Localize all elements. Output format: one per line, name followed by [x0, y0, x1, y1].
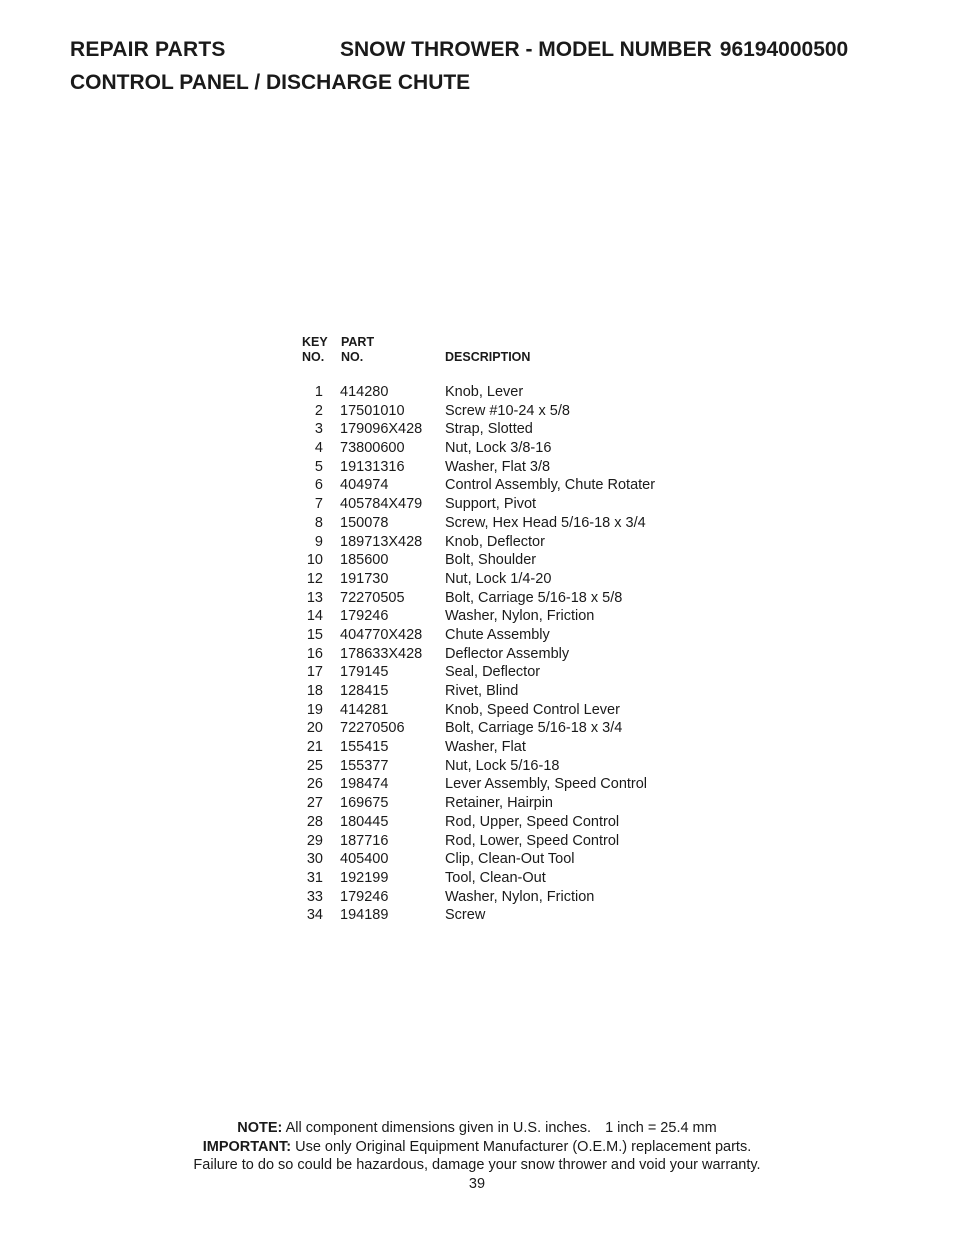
table-row: [300, 738, 700, 757]
part-description: Screw #10-24 x 5/8: [445, 402, 570, 419]
part-description: Bolt, Carriage 5/16-18 x 5/8: [445, 589, 623, 606]
key-number: 6: [314, 477, 323, 494]
model-label: SNOW THROWER - MODEL NUMBER: [340, 38, 712, 61]
table-row: [300, 794, 700, 813]
key-number: 10: [306, 552, 323, 569]
important-text: Use only Original Equipment Manufacturer (O.E.M.) replacement parts.: [295, 1138, 752, 1155]
part-number: 72270505: [340, 589, 405, 606]
section-title: CONTROL PANEL / DISCHARGE CHUTE: [70, 71, 471, 94]
table-row: [300, 626, 700, 645]
table-row: [300, 514, 700, 533]
key-number: 18: [306, 683, 323, 699]
part-description: Washer, Nylon, Friction: [445, 888, 595, 905]
key-number: 28: [306, 813, 323, 830]
key-number: 31: [306, 869, 323, 886]
key-number: 16: [306, 645, 323, 662]
table-row: [300, 701, 700, 720]
repair-parts-heading: REPAIR PARTS: [70, 38, 226, 61]
part-number: 187716: [340, 832, 389, 849]
key-number: 34: [306, 907, 323, 924]
part-number: 404770X428: [340, 626, 423, 643]
key-number: 33: [306, 888, 323, 905]
part-number: 404974: [340, 477, 389, 494]
part-description: Clip, Clean-Out Tool: [445, 851, 575, 868]
table-row: [300, 645, 700, 664]
part-number: 179246: [340, 608, 389, 625]
part-description: Screw: [445, 907, 486, 924]
part-number: 17501010: [340, 402, 405, 419]
part-number: 179145: [340, 664, 389, 681]
part-number: 192199: [340, 869, 389, 886]
part-description: Bolt, Shoulder: [445, 552, 537, 569]
part-number: 155415: [340, 739, 389, 756]
table-row: [300, 570, 700, 589]
table-row: [300, 719, 700, 738]
part-description: Support, Pivot: [445, 496, 537, 513]
part-description: Rivet, Blind: [445, 683, 519, 699]
table-row: [300, 888, 700, 907]
part-number: 405400: [340, 851, 389, 868]
page-number: 39: [468, 1175, 486, 1192]
part-description: Bolt, Carriage 5/16-18 x 3/4: [445, 720, 623, 737]
table-row: [300, 607, 700, 626]
part-number: 405784X479: [340, 496, 423, 513]
part-number: 414281: [340, 701, 389, 718]
note-text: All component dimensions given in U.S. inches.: [285, 1120, 592, 1136]
part-description: Rod, Lower, Speed Control: [445, 832, 620, 849]
key-number: 25: [306, 757, 323, 774]
table-row: [300, 850, 700, 869]
table-row: [300, 383, 700, 402]
key-number: 30: [306, 851, 323, 868]
part-number: 179096X428: [340, 421, 423, 438]
table-row: [300, 869, 700, 888]
key-number: 8: [314, 514, 323, 531]
warning-line: Failure to do so could be hazardous, damage your snow thrower and void your warranty.: [193, 1157, 761, 1173]
key-number: 19: [306, 701, 323, 718]
part-description: Screw, Hex Head 5/16-18 x 3/4: [445, 514, 646, 531]
key-no-header: KEY NO.: [302, 335, 328, 364]
page-footer: [0, 1119, 954, 1193]
part-description: Retainer, Hairpin: [445, 795, 553, 812]
table-row: [300, 402, 700, 421]
key-number: 27: [306, 795, 323, 812]
key-number: 20: [306, 720, 323, 737]
part-number: 198474: [340, 776, 389, 793]
key-number: 26: [306, 776, 323, 793]
part-description: Washer, Flat: [445, 739, 526, 756]
part-number: 169675: [340, 795, 389, 812]
part-number: 194189: [340, 907, 389, 924]
table-row: [300, 495, 700, 514]
part-number: 73800600: [340, 440, 405, 457]
model-number: 96194000500: [719, 38, 849, 61]
part-number: 189713X428: [340, 533, 423, 550]
part-description: Seal, Deflector: [445, 664, 541, 681]
part-number: 19131316: [340, 458, 405, 475]
key-number: 7: [314, 496, 323, 513]
part-description: Chute Assembly: [445, 626, 550, 643]
model-heading: [340, 38, 848, 62]
part-number: 180445: [340, 813, 389, 830]
note-line: [0, 1119, 954, 1138]
part-number: 191730: [340, 570, 389, 587]
conversion-text: 1 inch = 25.4 mm: [605, 1120, 717, 1136]
part-number: 155377: [340, 757, 389, 774]
part-description: Knob, Deflector: [445, 533, 545, 550]
table-row: [300, 476, 700, 495]
part-description: Washer, Flat 3/8: [445, 458, 551, 475]
key-number: 21: [306, 739, 323, 756]
key-number: 15: [306, 626, 323, 643]
part-number: 414280: [340, 384, 389, 400]
key-number: 14: [306, 608, 323, 625]
description-header: DESCRIPTION: [445, 350, 531, 364]
part-description: Strap, Slotted: [445, 421, 533, 438]
part-number: 185600: [340, 552, 389, 569]
key-number: 4: [314, 440, 323, 457]
part-number: 128415: [340, 683, 389, 699]
part-description: Lever Assembly, Speed Control: [445, 776, 648, 793]
part-description: Control Assembly, Chute Rotater: [445, 477, 656, 494]
key-number: 12: [306, 570, 323, 587]
part-number: 72270506: [340, 720, 405, 737]
table-row: [300, 682, 700, 701]
table-row: [300, 832, 700, 851]
part-description: Nut, Lock 3/8-16: [445, 440, 552, 457]
part-no-header: PART NO.: [341, 335, 375, 364]
table-row: [300, 551, 700, 570]
table-row: [300, 906, 700, 925]
part-description: Tool, Clean-Out: [445, 869, 546, 886]
table-row: [300, 813, 700, 832]
part-number: 179246: [340, 888, 389, 905]
table-row: [300, 663, 700, 682]
part-description: Knob, Lever: [445, 384, 524, 400]
note-label: NOTE:: [237, 1120, 283, 1136]
part-number: 150078: [340, 514, 389, 531]
table-row: [300, 589, 700, 608]
parts-rows: [300, 383, 700, 925]
key-number: 1: [314, 384, 323, 400]
table-row: [300, 458, 700, 477]
key-number: 29: [306, 832, 323, 849]
table-row: [300, 439, 700, 458]
part-description: Nut, Lock 5/16-18: [445, 757, 560, 774]
important-line: [0, 1138, 954, 1157]
part-description: Rod, Upper, Speed Control: [445, 813, 620, 830]
table-row: [300, 757, 700, 776]
table-row: [300, 420, 700, 439]
part-description: Washer, Nylon, Friction: [445, 608, 595, 625]
part-number: 178633X428: [340, 645, 423, 662]
key-number: 2: [314, 402, 323, 419]
part-description: Knob, Speed Control Lever: [445, 701, 620, 718]
important-label: IMPORTANT:: [202, 1138, 292, 1155]
key-number: 9: [314, 533, 323, 550]
key-number: 3: [314, 421, 323, 438]
part-description: Nut, Lock 1/4-20: [445, 570, 552, 587]
part-description: Deflector Assembly: [445, 645, 570, 662]
key-number: 13: [306, 589, 323, 606]
page-header: [70, 38, 910, 66]
table-row: [300, 775, 700, 794]
key-number: 5: [314, 458, 323, 475]
key-number: 17: [306, 664, 323, 681]
table-row: [300, 533, 700, 552]
